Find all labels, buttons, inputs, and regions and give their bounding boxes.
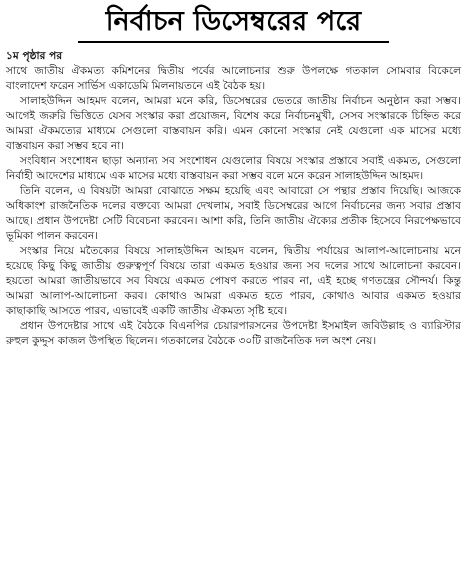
paragraph-1: সাথে জাতীয় ঐকমত্য কমিশনের দ্বিতীয় পর্বের আলোচনার শুরু উপলক্ষে গতকাল সোমবার বিকেলে বাংলাদেশ ফরেন সার্ভিস একাডেমি মিলনায়তনে এই বৈঠক হয়।	[6, 65, 461, 92]
paragraph-5: সংস্কার নিয়ে মতৈক্যের বিষয়ে সালাহউদ্দিন আহমদ বলেন, দ্বিতীয় পর্যায়ের আলাপ-আলোচনায় মনে হয়েছে কিছু কিছু জাতীয় গুরুত্বপূর্ণ বিষয়ে তারা একমত হওয়ার জন্য সব দলের সাথে আলোচনা করবেন। হয়তো আমরা জাতীয়ভাবে সব বিষয়ে একমত পোষণ করতে পারব না, এই হচ্ছে গণতন্ত্রের সৌন্দর্য। কিন্তু আমরা আলাপ-আলোচনা করব। কোথাও আমরা একমত হতে পারব, কোথাও আবার একমত হওয়ার কাছাকাছি আসতে পারব, এভাবেই একটি জাতীয় ঐকমত্য সৃষ্টি হবে।	[6, 245, 461, 317]
paragraph-2: সালাহউদ্দিন আহমদ বলেন, আমরা মনে করি, ডিসেম্বরের ভেতরে জাতীয় নির্বাচন অনুষ্ঠান করা সম্ভব। আগেই জরুরি ভিত্তিতে যেসব সংস্কার করা প্রয়োজন, বিশেষ করে নির্বাচনমুখী, সেসব সংস্কারকে চিহ্নিত করে আমরা ঐকমত্যের মাধ্যমে সেগুলো বাস্তবায়ন করি। এমন কোনো সংস্কার নেই যেগুলো এক মাসের মধ্যে বাস্তবায়ন করা সম্ভব হবে না।	[6, 95, 461, 152]
paragraph-3: সংবিধান সংশোধন ছাড়া অন্যান্য সব সংশোধন যেগুলোর বিষয়ে সংস্কার প্রস্তাবে সবাই একমত, সেগুলো নির্বাহী আদেশের মাধ্যমে এক মাসের মধ্যে বাস্তবায়ন করা সম্ভব বলে মনে করেন সালাহউদ্দিন আহমদ।	[6, 155, 461, 182]
continued-from-label: ১ম পৃষ্ঠার পর	[6, 50, 63, 62]
headline: নির্বাচন ডিসেম্বরের পরে	[78, 4, 390, 43]
headline-area	[6, 0, 461, 43]
paragraph-4: তিনি বলেন, এ বিষয়টা আমরা বোঝাতে সক্ষম হয়েছি এবং আবারো সে পন্থার প্রস্তাব দিয়েছি। আজকে অধিকাংশ রাজনৈতিক দলের বক্তব্যে আমরা দেখলাম, সবাই ডিসেম্বরের আগে নির্বাচনের জন্য সবার প্রস্তাব আছে। প্রধান উপদেষ্টা সেটি বিবেচনা করবেন। আশা করি, তিনি জাতীয় ঐক্যের প্রতীক হিসেবে নিরপেক্ষভাবে ভূমিকা পালন করবেন।	[6, 185, 461, 242]
paragraph-6: প্রধান উপদেষ্টার সাথে এই বৈঠকে বিএনপির চেয়ারপারসনের উপদেষ্টা ইসমাইল জবিউল্লাহ ও ব্যারিস্টার রুহুল কুদ্দুস কাজল উপস্থিত ছিলেন। গতকালের বৈঠকে ৩০টি রাজনৈতিক দল অংশ নেয়।	[6, 320, 461, 347]
article-body	[6, 64, 461, 349]
